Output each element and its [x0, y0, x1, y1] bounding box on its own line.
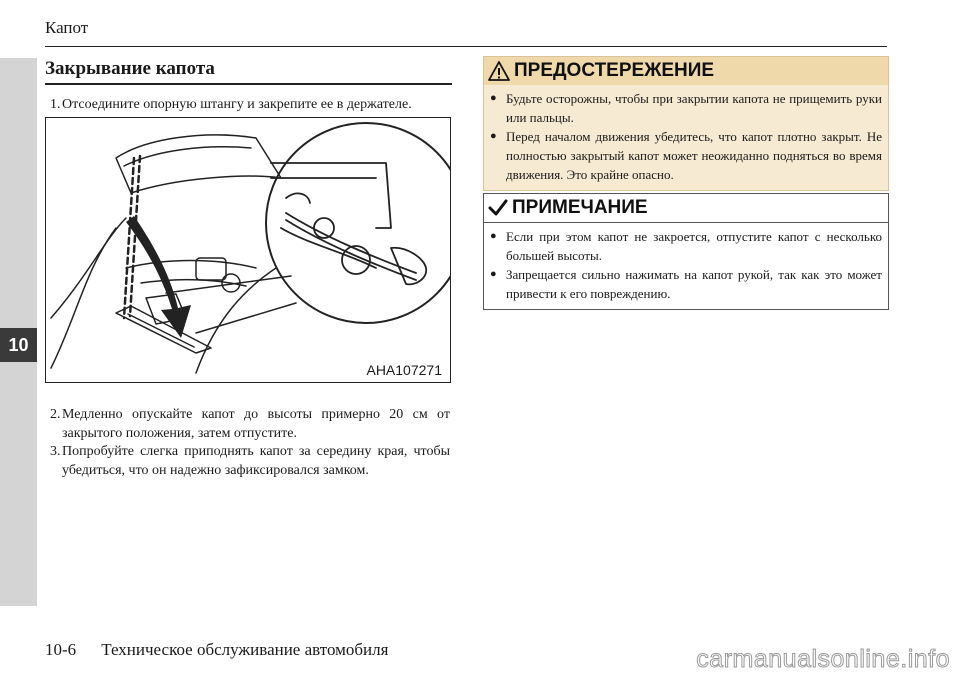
watermark: carmanualsonline.info [696, 645, 950, 673]
footer-title: Техническое обслуживание автомобиля [101, 640, 389, 659]
step-text: Отсоедините опорную штангу и закрепите ее в держателе. [62, 97, 412, 112]
note-item: ● Запрещается сильно нажимать на капот рукой, так как это может привести к его повреждению. [490, 265, 882, 303]
warning-box [483, 56, 889, 191]
note-item: ● Если при этом капот не закроется, отпустите капот с несколько большей высоты. [490, 227, 882, 265]
note-check-icon [488, 199, 508, 217]
warning-item: ● Будьте осторожны, чтобы при закрытии капота не прищемить руки или пальцы. [490, 89, 882, 127]
note-header [484, 194, 888, 223]
step-number: 3. [50, 444, 61, 459]
step-2 [50, 405, 450, 443]
warning-header [484, 57, 888, 85]
page-number: 10-6 [45, 640, 77, 659]
note-box [483, 193, 889, 310]
hood-drawing [46, 118, 451, 383]
note-list [484, 223, 888, 309]
step-text: Медленно опускайте капот до высоты примерно 20 см от закрытого положения, затем отпустите. [62, 407, 450, 441]
hood-closing-illustration [45, 117, 451, 383]
step-1 [50, 95, 450, 114]
step-text: Попробуйте слегка приподнять капот за середину края, чтобы убедиться, что он надежно зафиксировался замком. [62, 444, 450, 478]
step-number: 2. [50, 407, 61, 422]
step-number: 1. [50, 97, 61, 112]
note-title: ПРИМЕЧАНИЕ [512, 197, 648, 218]
page-footer [45, 640, 388, 660]
figure-code: AHA107271 [366, 362, 442, 378]
warning-triangle-icon [488, 61, 510, 81]
chapter-tab[interactable]: 10 [0, 328, 37, 362]
warning-title: ПРЕДОСТЕРЕЖЕНИЕ [514, 60, 715, 81]
running-head: Капот [45, 18, 89, 37]
step-3 [50, 442, 450, 480]
header-divider [45, 46, 887, 47]
warning-list [484, 85, 888, 190]
section-title: Закрывание капота [45, 57, 452, 85]
warning-item: ● Перед началом движения убедитесь, что капот плотно закрыт. Не полностью закрытый капот может неожиданно подняться во время движения. Это крайне опасно. [490, 127, 882, 184]
